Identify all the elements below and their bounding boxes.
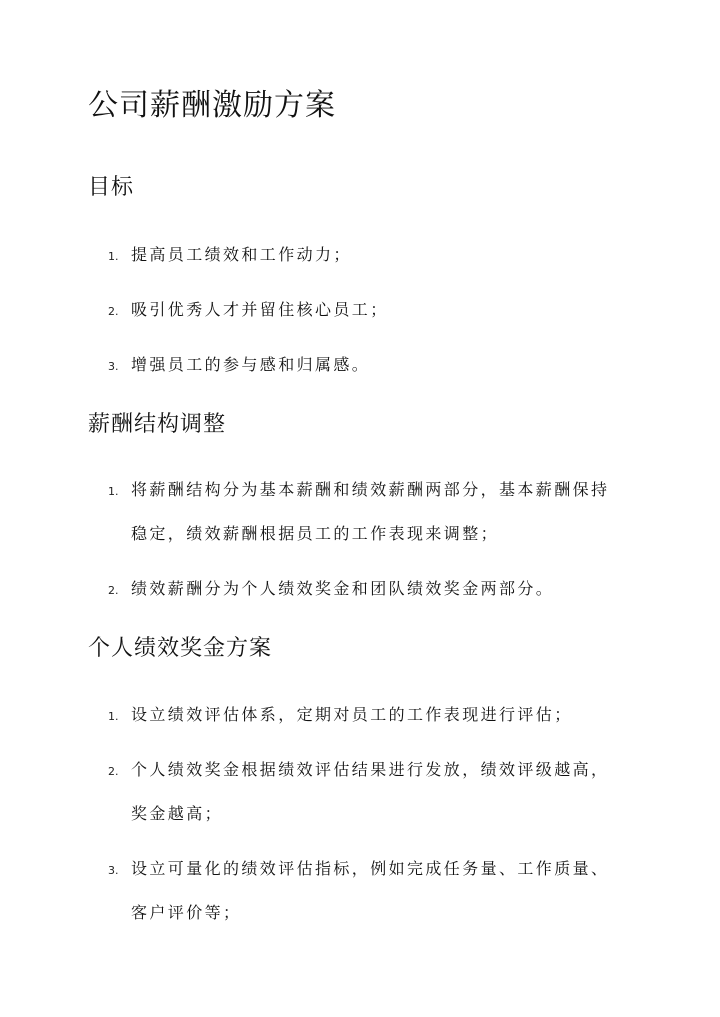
list-item-text: 吸引优秀人才并留住核心员工； — [131, 300, 389, 319]
list-item-number: 1. — [108, 485, 119, 498]
list-item-text-continued: 奖金越高； — [131, 804, 224, 823]
list-item-text: 设立可量化的绩效评估指标，例如完成任务量、工作质量、 — [131, 859, 610, 878]
list-item-number: 1. — [108, 250, 119, 263]
list-item-number: 2. — [108, 584, 119, 597]
list-item-text: 增强员工的参与感和归属感。 — [131, 355, 371, 374]
list-item-number: 3. — [108, 864, 119, 877]
list-item-number: 2. — [108, 765, 119, 778]
list-item-number: 3. — [108, 360, 119, 373]
list-item-text: 设立绩效评估体系，定期对员工的工作表现进行评估； — [131, 705, 573, 724]
section-heading-salary-structure: 薪酬结构调整 — [88, 412, 227, 437]
section-heading-individual-bonus: 个人绩效奖金方案 — [88, 636, 273, 661]
list-item-text-continued: 客户评价等； — [131, 903, 242, 922]
list-item-text: 将薪酬结构分为基本薪酬和绩效薪酬两部分，基本薪酬保持 — [131, 480, 610, 499]
list-item-text: 提高员工绩效和工作动力； — [131, 245, 352, 264]
list-item-number: 1. — [108, 710, 119, 723]
document-title: 公司薪酬激励方案 — [88, 88, 336, 123]
list-item-text: 绩效薪酬分为个人绩效奖金和团队绩效奖金两部分。 — [131, 579, 555, 598]
list-item-text: 个人绩效奖金根据绩效评估结果进行发放，绩效评级越高， — [131, 760, 610, 779]
list-item-number: 2. — [108, 305, 119, 318]
list-item-text-continued: 稳定，绩效薪酬根据员工的工作表现来调整； — [131, 524, 500, 543]
section-heading-goals: 目标 — [88, 175, 135, 200]
